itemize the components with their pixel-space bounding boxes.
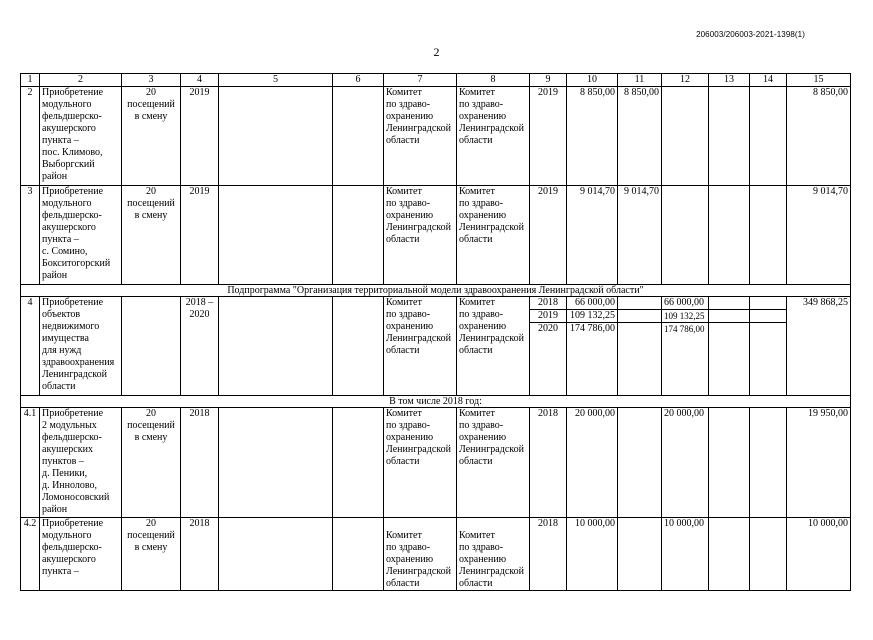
row-number: 3 xyxy=(21,186,40,285)
section-row xyxy=(21,285,851,297)
col-header: 4 xyxy=(181,74,219,87)
empty-cell xyxy=(333,408,384,518)
capacity: 20 посещений в смену xyxy=(122,186,181,285)
capacity: 20 посещений в смену xyxy=(122,518,181,591)
empty-cell xyxy=(709,186,750,285)
col-header: 8 xyxy=(457,74,530,87)
document-id: 206003/206003-2021-1398(1) xyxy=(696,30,805,39)
col-header: 10 xyxy=(567,74,618,87)
executor: Комитет по здраво- охранению Ленинградской области xyxy=(457,408,530,518)
amount-col12: 20 000,00 xyxy=(662,408,709,518)
empty-cell xyxy=(618,323,662,396)
executor: Комитет по здраво- охранению Ленинградской области xyxy=(457,518,530,591)
empty-cell xyxy=(709,518,750,591)
empty-cell xyxy=(750,310,787,323)
year: 2019 xyxy=(530,310,567,323)
period: 2019 xyxy=(181,87,219,186)
period: 2018 – 2020 xyxy=(181,297,219,396)
executor: Комитет по здраво- охранению Ленинградской области xyxy=(457,297,530,396)
amount-col12: 66 000,00 xyxy=(662,297,709,310)
empty-cell xyxy=(219,297,333,396)
col-header: 15 xyxy=(787,74,851,87)
customer: Комитет по здраво- охранению Ленинградской области xyxy=(384,87,457,186)
empty-cell xyxy=(709,297,750,310)
col-header: 1 xyxy=(21,74,40,87)
empty-cell xyxy=(750,408,787,518)
empty-cell xyxy=(219,87,333,186)
amount-total: 174 786,00 xyxy=(567,323,618,396)
year: 2020 xyxy=(530,323,567,396)
empty-cell xyxy=(333,186,384,285)
section-title: В том числе 2018 год: xyxy=(21,396,851,408)
table-row xyxy=(21,87,851,186)
amount-total: 10 000,00 xyxy=(567,518,618,591)
program-table xyxy=(20,73,851,591)
customer: Комитет по здраво- охранению Ленинградской области xyxy=(384,408,457,518)
empty-cell xyxy=(750,297,787,310)
amount-total: 109 132,25 xyxy=(567,310,618,323)
object-name: Приобретение модульного фельдшерско- акушерского пункта – xyxy=(40,518,122,591)
customer: Комитет по здраво- охранению Ленинградской области xyxy=(384,518,457,591)
row-number: 4.1 xyxy=(21,408,40,518)
col-header: 2 xyxy=(40,74,122,87)
year: 2018 xyxy=(530,408,567,518)
empty-cell xyxy=(618,408,662,518)
empty-cell xyxy=(662,186,709,285)
empty-cell xyxy=(709,87,750,186)
row-number: 2 xyxy=(21,87,40,186)
table-row xyxy=(21,518,851,591)
col-header: 14 xyxy=(750,74,787,87)
customer: Комитет по здраво- охранению Ленинградской области xyxy=(384,297,457,396)
column-number-row xyxy=(21,74,851,87)
col-header: 6 xyxy=(333,74,384,87)
row-number: 4 xyxy=(21,297,40,396)
section-row xyxy=(21,396,851,408)
amount-total: 20 000,00 xyxy=(567,408,618,518)
year: 2019 xyxy=(530,87,567,186)
period: 2018 xyxy=(181,518,219,591)
amount-col12: 109 132,25 xyxy=(662,310,709,323)
col-header: 5 xyxy=(219,74,333,87)
object-name: Приобретение объектов недвижимого имущества для нужд здравоохранения Ленинградской области xyxy=(40,297,122,396)
period: 2019 xyxy=(181,186,219,285)
empty-cell xyxy=(333,87,384,186)
row-number: 4.2 xyxy=(21,518,40,591)
amount-col12: 10 000,00 xyxy=(662,518,709,591)
amount-total: 9 014,70 xyxy=(567,186,618,285)
amount-col12: 174 786,00 xyxy=(662,323,709,396)
capacity: 20 посещений в смену xyxy=(122,87,181,186)
empty-cell xyxy=(618,518,662,591)
object-name: Приобретение модульного фельдшерско- акушерского пункта – пос. Климово, Выборгский район xyxy=(40,87,122,186)
empty-cell xyxy=(750,518,787,591)
year: 2018 xyxy=(530,518,567,591)
table-row xyxy=(21,186,851,285)
col-header: 11 xyxy=(618,74,662,87)
empty-cell xyxy=(709,310,750,323)
amount-col15: 10 000,00 xyxy=(787,518,851,591)
empty-cell xyxy=(333,297,384,396)
object-name: Приобретение 2 модульных фельдшерско- акушерских пунктов – д. Пеники, д. Иннолово, Ломоносовский район xyxy=(40,408,122,518)
executor: Комитет по здраво- охранению Ленинградской области xyxy=(457,186,530,285)
empty-cell xyxy=(709,408,750,518)
empty-cell xyxy=(750,323,787,396)
empty-cell xyxy=(618,310,662,323)
table-row xyxy=(21,297,851,310)
col-header: 13 xyxy=(709,74,750,87)
empty-cell xyxy=(219,186,333,285)
col-header: 7 xyxy=(384,74,457,87)
col-header: 3 xyxy=(122,74,181,87)
year: 2019 xyxy=(530,186,567,285)
page-number: 2 xyxy=(433,45,440,59)
empty-cell xyxy=(709,323,750,396)
col-header: 12 xyxy=(662,74,709,87)
empty-cell xyxy=(750,87,787,186)
empty-cell xyxy=(662,87,709,186)
amount-col15: 349 868,25 xyxy=(787,297,851,396)
period: 2018 xyxy=(181,408,219,518)
amount-total: 66 000,00 xyxy=(567,297,618,310)
amount-col11: 8 850,00 xyxy=(618,87,662,186)
amount-col15: 8 850,00 xyxy=(787,87,851,186)
empty-cell xyxy=(219,408,333,518)
empty-cell xyxy=(122,297,181,396)
empty-cell xyxy=(618,297,662,310)
empty-cell xyxy=(333,518,384,591)
col-header: 9 xyxy=(530,74,567,87)
table-row xyxy=(21,408,851,518)
executor: Комитет по здраво- охранению Ленинградской области xyxy=(457,87,530,186)
amount-col15: 9 014,70 xyxy=(787,186,851,285)
year: 2018 xyxy=(530,297,567,310)
empty-cell xyxy=(750,186,787,285)
empty-cell xyxy=(219,518,333,591)
amount-col11: 9 014,70 xyxy=(618,186,662,285)
customer: Комитет по здраво- охранению Ленинградской области xyxy=(384,186,457,285)
subprogram-title: Подпрограмма "Организация территориальной модели здравоохранения Ленинградской области" xyxy=(21,285,851,297)
capacity: 20 посещений в смену xyxy=(122,408,181,518)
amount-total: 8 850,00 xyxy=(567,87,618,186)
object-name: Приобретение модульного фельдшерско- акушерского пункта – с. Сомино, Бокситогорский район xyxy=(40,186,122,285)
amount-col15: 19 950,00 xyxy=(787,408,851,518)
